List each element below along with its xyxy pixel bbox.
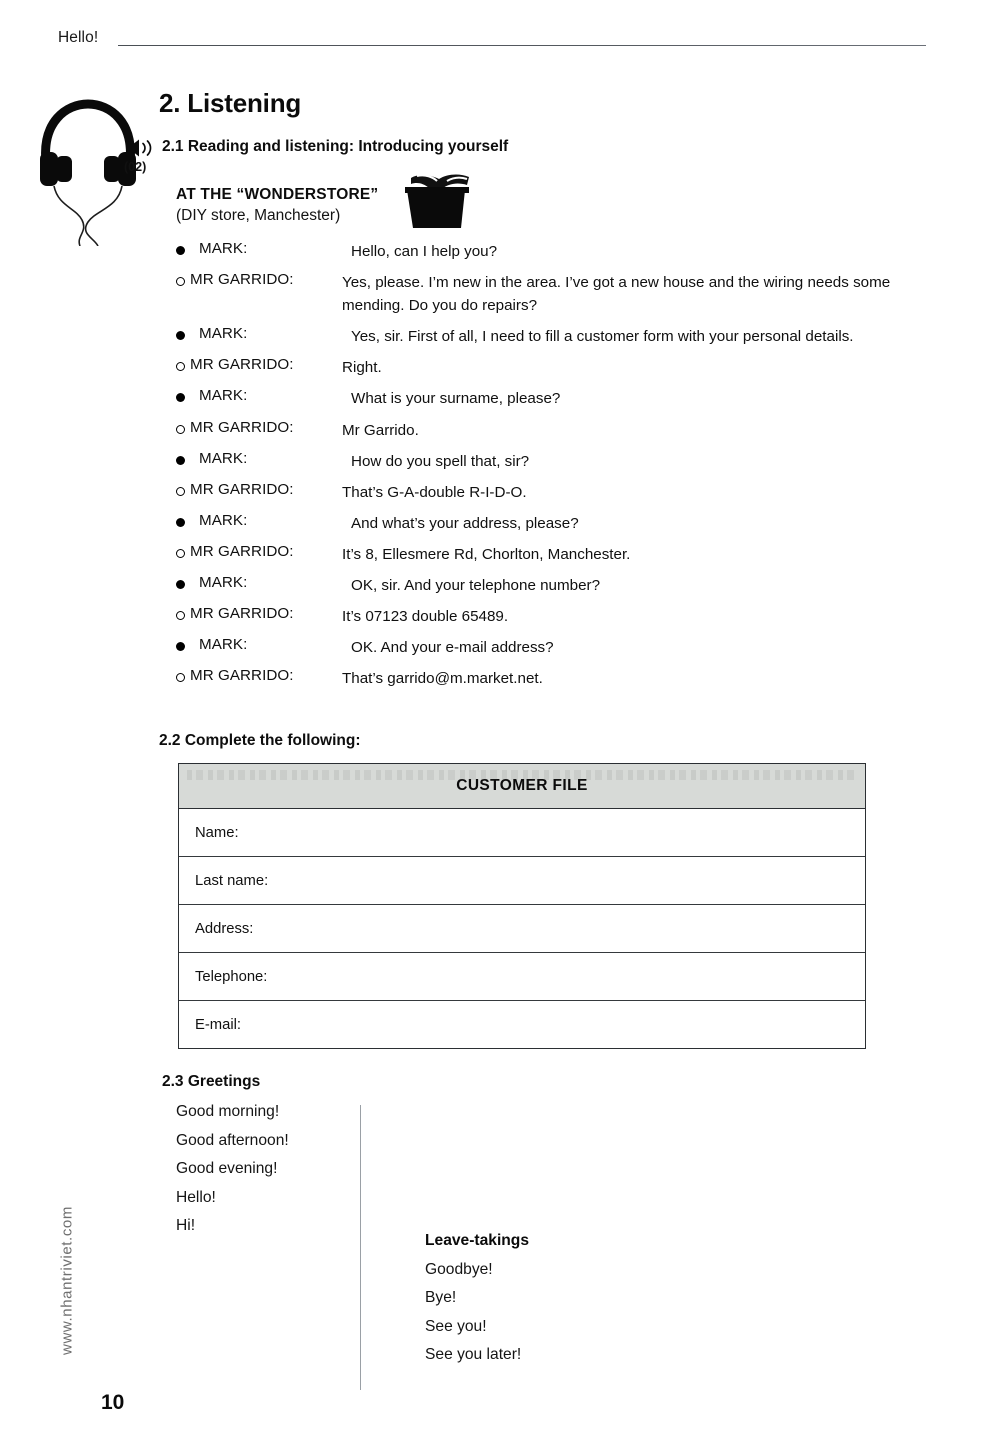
dialogue-speaker: MARK: (199, 387, 248, 405)
dialogue-text: Hello, can I help you? (351, 243, 498, 260)
dialogue-speaker: MARK: (199, 574, 248, 592)
dialogue-speaker: MR GARRIDO: (190, 356, 294, 374)
dialogue-list (176, 240, 936, 698)
field-last-name[interactable]: Last name: (179, 857, 865, 905)
table-row[interactable] (179, 857, 865, 905)
dialogue-speaker: MR GARRIDO: (190, 271, 294, 289)
dialogue-row (176, 450, 936, 473)
speaker-marker-hollow-icon (176, 605, 190, 620)
dialogue-text: It’s 8, Ellesmere Rd, Chorlton, Manchester. (342, 545, 631, 563)
subsection-2-1-heading: 2.1 Reading and listening: Introducing yourself (162, 138, 509, 155)
dialogue-row (176, 271, 936, 317)
customer-file-table (178, 763, 866, 1049)
dialogue-text: Yes, please. I’m new in the area. I’ve got a new house and the wiring needs some mending. Do you do repairs? (342, 274, 891, 315)
dialogue-row (176, 419, 936, 442)
table-row[interactable] (179, 953, 865, 1001)
leave-takings-title: Leave-takings (425, 1232, 530, 1249)
leave-taking-item: See you later! (425, 1346, 522, 1363)
customer-file-title (179, 764, 865, 809)
leave-taking-item: Goodbye! (425, 1260, 493, 1278)
speaker-marker-filled-icon (176, 636, 190, 651)
dialogue-row (176, 605, 936, 628)
dialogue-text: That’s G-A-double R-I-D-O. (342, 483, 527, 501)
customer-file-title-text: CUSTOMER FILE (456, 777, 588, 794)
greeting-item: Hello! (176, 1188, 216, 1206)
running-header: Hello! (58, 29, 99, 46)
dialogue-row (176, 356, 936, 379)
header-rule (118, 45, 926, 46)
speaker-icon (126, 138, 160, 158)
dialogue-text: Mr Garrido. (342, 421, 419, 439)
greetings-list (176, 1103, 289, 1246)
dialogue-row (176, 325, 936, 348)
speaker-marker-hollow-icon (176, 667, 190, 682)
speaker-marker-filled-icon (176, 325, 190, 340)
speaker-marker-hollow-icon (176, 543, 190, 558)
dialogue-text: Right. (342, 359, 382, 377)
dialogue-speaker: MARK: (199, 449, 248, 467)
dialogue-speaker: MR GARRIDO: (190, 418, 294, 436)
column-divider (360, 1105, 361, 1390)
page-number: 10 (101, 1391, 125, 1414)
dialogue-text: Yes, sir. First of all, I need to fill a customer form with your personal details. (351, 328, 854, 346)
dialogue-row (176, 481, 936, 504)
subsection-2-2-heading: 2.2 Complete the following: (159, 732, 361, 749)
speaker-marker-hollow-icon (176, 481, 190, 496)
speaker-marker-filled-icon (176, 240, 190, 255)
dialogue-text: It’s 07123 double 65489. (342, 608, 509, 626)
leave-taking-item: See you! (425, 1317, 487, 1335)
dialogue-speaker: MR GARRIDO: (190, 605, 294, 623)
store-subtitle: (DIY store, Manchester) (176, 207, 341, 224)
dialogue-speaker: MR GARRIDO: (190, 480, 294, 498)
dialogue-row (176, 636, 936, 659)
dialogue-row (176, 512, 936, 535)
dialogue-speaker: MARK: (199, 636, 248, 654)
leave-taking-item: Bye! (425, 1289, 457, 1306)
dialogue-row (176, 667, 936, 690)
table-row[interactable] (179, 905, 865, 953)
dialogue-text: That’s garrido@m.market.net. (342, 670, 543, 688)
dialogue-text: What is your surname, please? (351, 390, 561, 408)
dialogue-row (176, 387, 936, 410)
field-email[interactable]: E-mail: (195, 1016, 242, 1033)
watermark: www.nhantriviet.com (58, 1206, 76, 1355)
dialogue-speaker: MARK: (199, 511, 248, 529)
speaker-marker-hollow-icon (176, 356, 190, 371)
table-row[interactable] (179, 1001, 865, 1049)
toolbox-icon (399, 172, 477, 234)
dialogue-row (176, 543, 936, 566)
dialogue-text: OK. And your e-mail address? (351, 639, 554, 657)
speaker-marker-hollow-icon (176, 271, 190, 286)
speaker-marker-filled-icon (176, 512, 190, 527)
field-address[interactable]: Address: (179, 905, 865, 953)
page-title: 2. Listening (159, 88, 302, 118)
greeting-item: Hi! (176, 1217, 196, 1234)
speaker-marker-filled-icon (176, 387, 190, 402)
greeting-item: Good afternoon! (176, 1131, 289, 1149)
dialogue-speaker: MR GARRIDO: (190, 542, 294, 560)
subsection-2-3-heading: 2.3 Greetings (162, 1073, 261, 1090)
field-name[interactable]: Name: (179, 809, 865, 857)
dialogue-row (176, 574, 936, 597)
store-name: AT THE “WONDERSTORE” (176, 186, 379, 203)
speaker-marker-filled-icon (176, 574, 190, 589)
audio-track-number: (02) (124, 160, 147, 174)
dialogue-speaker: MARK: (199, 240, 248, 257)
leave-takings-list (425, 1232, 529, 1375)
speaker-marker-hollow-icon (176, 419, 190, 434)
dialogue-text: And what’s your address, please? (351, 514, 579, 532)
table-row[interactable] (179, 809, 865, 857)
speaker-marker-filled-icon (176, 450, 190, 465)
dialogue-row (176, 240, 936, 263)
field-telephone[interactable]: Telephone: (179, 953, 865, 1001)
greeting-item: Good evening! (176, 1160, 278, 1177)
dialogue-text: How do you spell that, sir? (351, 452, 530, 470)
greeting-item: Good morning! (176, 1103, 280, 1120)
dialogue-speaker: MR GARRIDO: (190, 667, 294, 685)
dialogue-text: OK, sir. And your telephone number? (351, 577, 601, 595)
dialogue-speaker: MARK: (199, 325, 248, 343)
